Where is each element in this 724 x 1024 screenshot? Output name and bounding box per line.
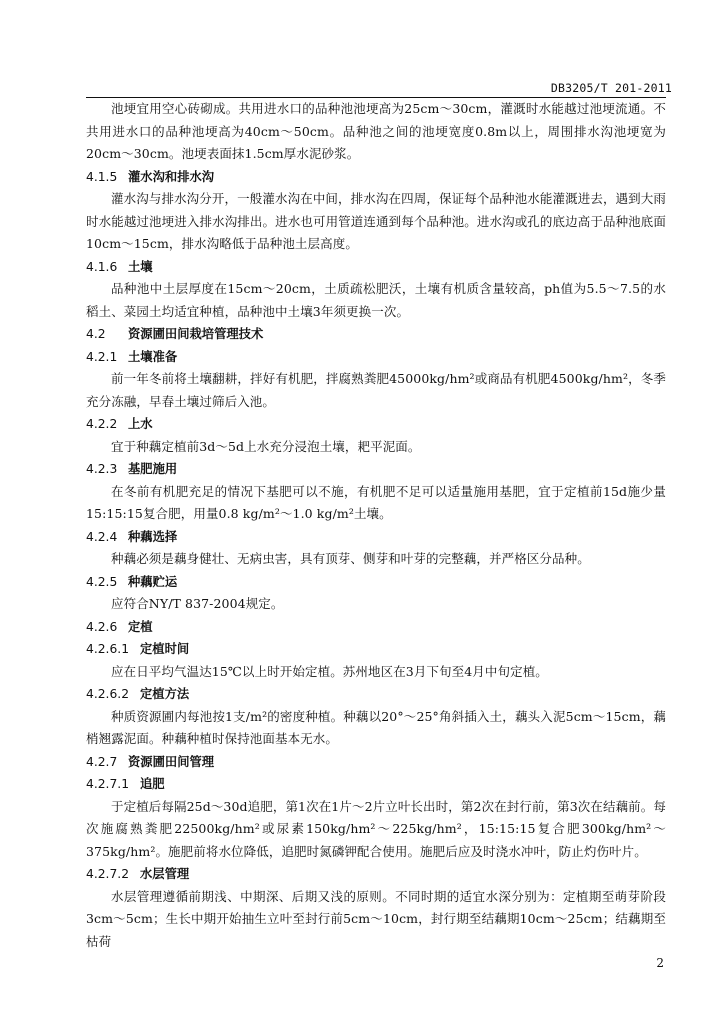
section-heading (86, 683, 666, 706)
paragraph: 宜于种藕定植前3d～5d上水充分浸泡土壤，耙平泥面。 (111, 438, 421, 454)
section-title: 定植时间 (140, 642, 190, 656)
section-number: 4.2.2 (86, 417, 118, 431)
section-title: 追肥 (140, 777, 165, 791)
section-number: 4.2.6.2 (86, 687, 130, 701)
paragraph: 灌水沟与排水沟分开，一般灌水沟在中间，排水沟在四周，保证每个品种池水能灌溉进去，遇到大雨时水能越过池埂进入排水沟排出。进水也可用管道连通到每个品种池。进水沟或孔的底边高于品种池底面10cm～15cm，排水沟略低于品种池土层高度。 (86, 191, 666, 251)
section-heading (86, 751, 666, 774)
section-title: 上水 (128, 417, 153, 431)
section-heading (86, 526, 666, 549)
section-title: 土壤 (128, 259, 153, 274)
section-number: 4.1.6 (86, 259, 118, 274)
paragraph: 种质资源圃内每池按1支/m²的密度种植。种藕以20°～25°角斜插入土，藕头入泥5cm～15cm，藕梢翘露泥面。种藕种植时保持池面基本无水。 (86, 708, 666, 746)
paragraph: 前一年冬前将土壤翻耕，拌好有机肥，拌腐熟粪肥45000kg/hm²或商品有机肥4500kg/hm²，冬季充分冻融，早春土壤过筛后入池。 (86, 371, 666, 409)
section-number: 4.2.3 (86, 462, 118, 476)
section-number: 4.2.4 (86, 529, 118, 544)
document-header-id: DB3205/T 201-2011 (550, 81, 672, 95)
section-heading (86, 638, 666, 661)
section-number: 4.2.1 (86, 349, 118, 364)
document-body (86, 98, 666, 953)
section-heading (86, 616, 666, 639)
section-number: 4.2.7.2 (86, 867, 130, 881)
section-number: 4.2.6.1 (86, 642, 130, 656)
paragraph: 于定植后每隔25d～30d追肥，第1次在1片～2片立叶长出时，第2次在封行前，第3次在结藕前。每次施腐熟粪肥22500kg/hm²或尿素150kg/hm²～225kg/hm²，15:15:15复合肥300kg/hm²～375kg/hm²。施肥前将水位降低，追肥时氮磷钾配合使用。施肥后应及时浇水冲叶，防止灼伤叶片。 (86, 798, 666, 859)
page-number: 2 (656, 956, 664, 970)
section-number: 4.2.7 (86, 754, 118, 769)
section-title: 土壤准备 (128, 349, 178, 364)
section-heading (86, 571, 666, 594)
section-heading (86, 323, 666, 346)
section-number: 4.1.5 (86, 169, 118, 184)
section-heading (86, 773, 666, 796)
section-heading (86, 166, 666, 189)
section-title: 资源圃田间管理 (128, 754, 215, 769)
section-title: 定植 (128, 619, 153, 634)
section-title: 种藕贮运 (128, 574, 178, 589)
section-heading (86, 458, 666, 481)
section-number: 4.2.5 (86, 574, 118, 589)
section-title: 基肥施用 (128, 462, 178, 476)
paragraph: 在冬前有机肥充足的情况下基肥可以不施，有机肥不足可以适量施用基肥，宜于定植前15d施少量15:15:15复合肥，用量0.8 kg/m²～1.0 kg/m²土壤。 (86, 483, 666, 521)
section-number: 4.2 (86, 327, 106, 341)
section-number: 4.2.7.1 (86, 777, 130, 791)
section-number: 4.2.6 (86, 619, 118, 634)
section-title: 定植方法 (140, 687, 190, 701)
paragraph: 应符合NY/T 837-2004规定。 (111, 596, 284, 611)
section-heading (86, 346, 666, 369)
section-heading (86, 256, 666, 279)
paragraph: 品种池中土层厚度在15cm～20cm，土质疏松肥沃，土壤有机质含量较高，ph值为5.5～7.5的水稻土、菜园土均适宜种植，品种池中土壤3年须更换一次。 (86, 281, 666, 319)
section-title: 水层管理 (140, 867, 190, 881)
paragraph: 池埂宜用空心砖砌成。共用进水口的品种池池埂高为25cm～30cm，灌溉时水能越过池埂流通。不共用进水口的品种池埂高为40cm～50cm。品种池之间的池埂宽度0.8m以上，周围排水沟池埂宽为20cm～30cm。池埂表面抹1.5cm厚水泥砂浆。 (86, 101, 666, 161)
section-title: 种藕选择 (128, 529, 178, 544)
paragraph: 水层管理遵循前期浅、中期深、后期又浅的原则。不同时期的适宜水深分别为：定植期至萌芽阶段3cm～5cm；生长中期开始抽生立叶至封行前5cm～10cm，封行期至结藕期10cm～25cm；结藕期至枯荷 (86, 888, 666, 949)
section-title: 灌水沟和排水沟 (128, 169, 215, 184)
section-heading (86, 413, 666, 436)
section-title: 资源圃田间栽培管理技术 (128, 327, 264, 341)
paragraph: 种藕必须是藕身健壮、无病虫害，具有顶芽、侧芽和叶芽的完整藕，并严格区分品种。 (111, 551, 590, 566)
section-heading (86, 863, 666, 886)
paragraph: 应在日平均气温达15℃以上时开始定植。苏州地区在3月下旬至4月中旬定植。 (111, 663, 548, 679)
